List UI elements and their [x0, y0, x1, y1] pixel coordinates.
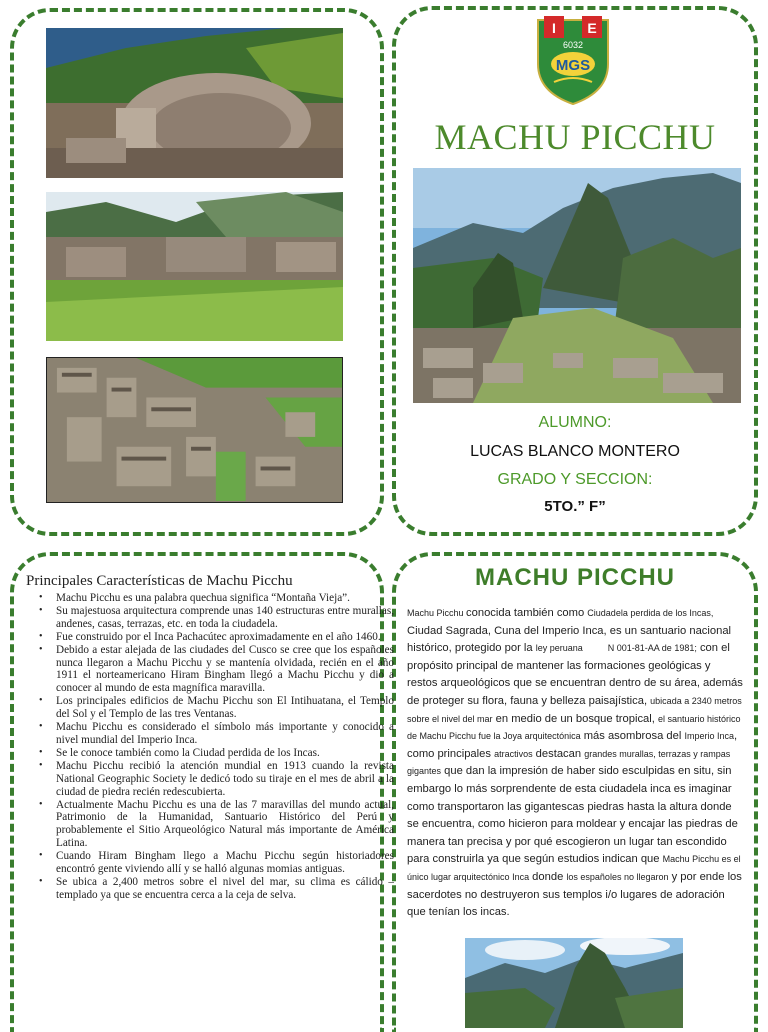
description-title: MACHU PICCHU: [475, 564, 675, 591]
student-label: ALUMNO:: [538, 414, 612, 431]
text-segment: , como principales: [407, 730, 738, 760]
characteristics-title: Principales Características de Machu Picchu: [26, 573, 293, 589]
svg-text:MGS: MGS: [555, 57, 591, 74]
list-item: • Fue construido por el Inca Pachacútec aproximadamente en el año 1460.: [56, 631, 394, 644]
text-segment: Ciudadela perdida de los Incas,: [587, 608, 714, 618]
characteristics-list: [22, 592, 394, 902]
list-item: • Su majestuosa arquitectura comprende unas 140 estructuras entre murallas, andenes, casas, terrazas, etc. en toda la ciudadela.: [56, 605, 394, 631]
svg-text:6032: 6032: [562, 40, 584, 50]
photo-machu-picchu-bottom: [465, 938, 683, 1028]
svg-text:E: E: [587, 20, 597, 36]
text-segment: en medio de un bosque tropical,: [492, 712, 658, 725]
text-segment: el santuario histórico de Machu Picchu fue la Joya arquitectónica: [407, 713, 741, 742]
text-segment: donde: [529, 870, 567, 883]
text-segment: Imperio Inca: [684, 731, 734, 742]
text-segment: conocida también como: [466, 607, 588, 619]
list-item: • Cuando Hiram Bingham llego a Machu Picchu según historiadores encontró gente viviendo allí y se halló algunas momias antiguas.: [56, 850, 394, 876]
text-segment: ley peruana N 001-81-AA de 1981;: [535, 643, 697, 654]
text-segment: Machu Picchu: [407, 608, 467, 618]
description-paragraph: [407, 605, 743, 922]
school-logo: [534, 14, 612, 106]
photo-ruins-terraces: [46, 192, 343, 341]
text-segment: grandes murallas, terrazas y rampas gigantes: [407, 748, 731, 777]
photo-machu-picchu-main: [413, 168, 741, 403]
list-item: • Los principales edificios de Machu Picchu son El Intihuatana, el Templo del Sol y el Templo de las tres Ventanas.: [56, 695, 394, 721]
text-segment: los españoles no llegaron: [566, 871, 669, 882]
list-item: • Se ubica a 2,400 metros sobre el nivel del mar, su clima es cálido – templado ya que se encuentra cerca a la ceja de selva.: [56, 876, 394, 902]
list-item: • Machu Picchu es considerado el símbolo más importante y conocido a nivel mundial del Imperio Inca.: [56, 721, 394, 747]
text-segment: con el propósito principal de mantener las formaciones geológicas y restos arqueológicos que se encuentran dentro de su área, además de proteger su flora, fauna y belleza paisajística,: [407, 642, 743, 707]
text-segment: atractivos: [494, 748, 533, 759]
text-segment: y por ende los sacerdotes no destruyeron sus templos i/o lugares de adoración que tenían los incas.: [407, 870, 742, 919]
photo-temple-of-sun: [46, 28, 343, 178]
list-item: • Actualmente Machu Picchu es una de las 7 maravillas del mundo actual, Patrimonio de la Humanidad, Santuario Histórico del Perú y probablemente el Sitio Arqueológico Natural más importante de América Latina.: [56, 799, 394, 851]
list-item: • Se le conoce también como la Ciudad perdida de los Incas.: [56, 747, 394, 760]
text-segment: ubicada a 2340 metros sobre el nivel del mar: [407, 695, 742, 724]
text-segment: Ciudad Sagrada, Cuna del Imperio Inca, es un santuario nacional histórico, protegido por la: [407, 624, 732, 655]
list-item: • Machu Picchu recibió la atención mundial en 1913 cuando la revista National Geographic Society le dedicó todo su tiraje en el mes de abril a la ciudad de piedra recién redescubierta.: [56, 760, 394, 799]
list-item: • Machu Picchu es una palabra quechua significa “Montaña Vieja”.: [56, 592, 394, 605]
grade-label: GRADO Y SECCION:: [497, 471, 653, 488]
svg-text:I: I: [552, 20, 556, 36]
text-segment: que dan la impresión de haber sido esculpidas en situ, sin embargo lo más sorprendente de esta ciudadela inca es imaginar como transportaron las gigantescas piedras hasta la altura donde se encuentra, como hicieron para moldear y encajar las piedras de manera tan precisa y por qué escogieron un lugar tan escondido para construirla ya que según estudios indican que: [407, 765, 738, 866]
text-segment: destacan: [532, 747, 585, 760]
grade-value: 5TO.” F”: [544, 498, 606, 515]
cover-title: MACHU PICCHU: [434, 117, 716, 157]
list-item: • Debido a estar alejada de las ciudades del Cusco se cree que los españoles nunca llegaron a Machu Picchu y se mantenía olvidada, recién en el año 1911 el norteamericano Hiram Bingham llegó a Machu Picchu y dio a conocer al mundo de esta magnífica maravilla.: [56, 644, 394, 696]
text-segment: más asombrosa del: [580, 730, 685, 743]
text-segment: Machu Picchu es el único lugar arquitectónico Inca: [407, 854, 741, 882]
photo-aerial-citadel: [46, 357, 343, 503]
student-name: LUCAS BLANCO MONTERO: [470, 443, 680, 460]
